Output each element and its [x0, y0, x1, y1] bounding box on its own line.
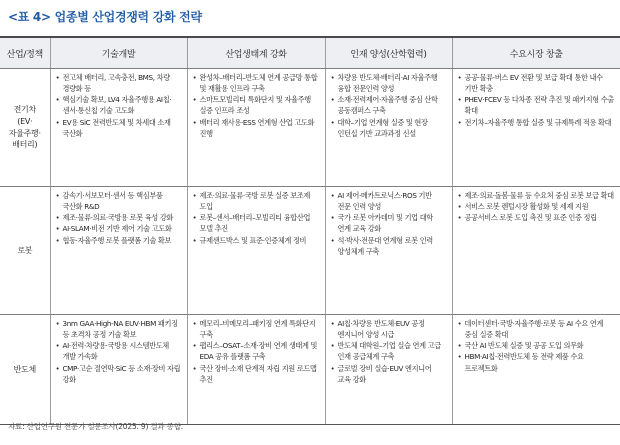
- list-item: • 제조·물류·의료·국방용 로봇 육성 강화: [56, 212, 182, 223]
- row-header-semiconductor: [0, 315, 50, 425]
- cell-semi-demand: [452, 315, 620, 425]
- list-item: • 공공서비스 로봇 도입 촉진 및 표준 인증 정립: [458, 212, 616, 223]
- list-item: • 핵심기술 확보, LV4 자율주행용 AI칩·센서·통신칩 기술 고도화: [56, 94, 182, 116]
- list-item: • 배터리 재사용·ESS 연계형 산업 고도화 진행: [193, 117, 320, 139]
- cell-semi-ecosystem: [187, 315, 325, 425]
- list-item: • 국산 장비·소재 단계적 자립 지원 로드맵 추진: [193, 363, 320, 385]
- header-row: [0, 37, 620, 69]
- list-item: • 완성차–배터리–반도체 연계 공급망 통합 및 재활용 인프라 구축: [193, 72, 320, 94]
- source-note: 자료: 산업연구원 전문가 설문조사(2025. 9) 결과 종합.: [8, 422, 183, 431]
- list-item: • HBM·AI칩·전력반도체 등 전략 제품 수요 프로젝트화: [458, 351, 616, 373]
- cell-robot-ecosystem: [187, 187, 325, 315]
- cell-ev-tech: [50, 69, 187, 187]
- cell-robot-demand: [452, 187, 620, 315]
- list-item: • 팹리스–OSAT–소재·장비 연계 생태계 및 EDA 공유 플랫폼 구축: [193, 340, 320, 362]
- list-item: • 규제샌드박스 및 표준·인증체계 정비: [193, 235, 320, 246]
- list-item: • 소재·전력제어·자율주행 중심 산학 공동캠퍼스 구축: [331, 94, 447, 116]
- list-item: • 전기차–자율주행 통합 실증 및 규제특례 적용 확대: [458, 117, 616, 128]
- list-item: • AI칩·차량용 반도체·EUV 공정 엔지니어 양성 시급: [331, 318, 447, 340]
- list-item: • 대학–기업 연계형 실증 및 현장 인턴십 기반 교과과정 신설: [331, 117, 447, 139]
- list-item: • AI·SLAM·비전 기반 제어 기술 고도화: [56, 223, 182, 234]
- column-header-ecosystem: 산업생태계 강화: [187, 37, 325, 69]
- row-label-ev: 전기차 (EV· 자율주행· 배터리): [8, 105, 41, 150]
- cell-semi-talent: [325, 315, 452, 425]
- list-item: • 제조·의료·돌봄·물류 등 수요처 중심 로봇 보급 확대: [458, 190, 616, 201]
- list-item: • 메모리–비메모리–패키징 연계 특화단지 구축: [193, 318, 320, 340]
- list-item: • AI 제어·메카트로닉스·ROS 기반 전문 인력 양성: [331, 190, 447, 212]
- cell-robot-tech: [50, 187, 187, 315]
- column-header-tech: 기술개발: [50, 37, 187, 69]
- list-item: • 제조·의료·물류·국방 로봇 실증 보조제 도입: [193, 190, 320, 212]
- list-item: • 협동·자율주행 로봇 플랫폼 기술 확보: [56, 235, 182, 246]
- table-row: [0, 187, 620, 315]
- table-row: [0, 315, 620, 425]
- row-header-robot: [0, 187, 50, 315]
- list-item: • 글로벌 장비 실습·EUV 엔지니어 교육 강화: [331, 363, 447, 385]
- cell-ev-talent: [325, 69, 452, 187]
- list-item: • 전고체 배터리, 고속충전, BMS, 차량 경량화 등: [56, 72, 182, 94]
- list-item: • 3nm GAA·High-NA EUV·HBM 패키징 등 초격차 공정 기술 확보: [56, 318, 182, 340]
- column-header-talent: 인재 양성(산학협력): [325, 37, 452, 69]
- cell-ev-demand: [452, 69, 620, 187]
- column-header-sector: 산업/정책: [0, 37, 50, 69]
- column-header-demand: 수요시장 창출: [452, 37, 620, 69]
- table-row: [0, 69, 620, 187]
- cell-semi-tech: [50, 315, 187, 425]
- list-item: • 스마트모빌리티 특화단지 및 자율주행 실증 인프라 조성: [193, 94, 320, 116]
- list-item: • 데이터센터·국방·자율주행·로봇 등 AI 수요 연계 중심 실증 확대: [458, 318, 616, 340]
- row-label-robot: 로봇: [17, 245, 33, 255]
- table-title: <표 4> 업종별 산업경쟁력 강화 전략: [8, 10, 202, 24]
- cell-robot-talent: [325, 187, 452, 315]
- list-item: • CMP·고순 절연막·SiC 등 소재·장비 자립 강화: [56, 363, 182, 385]
- list-item: • EV용 SiC 전력반도체 및 차세대 소재 국산화: [56, 117, 182, 139]
- list-item: • 서비스 로봇 렌털시장 활성화 및 세제 지원: [458, 201, 616, 212]
- list-item: • AI·전력·차량용·국방용 시스템반도체 개발 가속화: [56, 340, 182, 362]
- list-item: • 로봇–센서–배터리–모빌리티 융합산업 모델 추진: [193, 212, 320, 234]
- list-item: • 반도체 대학원–기업 실습 연계 고급 인재 공급체계 구축: [331, 340, 447, 362]
- list-item: • 차량용 반도체·배터리·AI 자율주행 융합 전문인력 양성: [331, 72, 447, 94]
- list-item: • 국가 로봇 아카데미 및 기업 대학 연계 교육 강화: [331, 212, 447, 234]
- list-item: • 감속기·서보모터·센서 등 핵심부품 국산화 R&D: [56, 190, 182, 212]
- row-label-semiconductor: 반도체: [13, 364, 36, 374]
- list-item: • 공공·물류·버스 EV 전환 및 보급 확대 통한 내수 기반 확충: [458, 72, 616, 94]
- list-item: • 국산 AI 반도체 실증 및 공공 도입 의무화: [458, 340, 616, 351]
- cell-ev-ecosystem: [187, 69, 325, 187]
- list-item: • PHEV·FCEV 등 다차종 전략 추진 및 패키지형 수출 확대: [458, 94, 616, 116]
- list-item: • 석·박사·전문대 연계형 로봇 인력 양성체계 구축: [331, 235, 447, 257]
- row-header-ev: [0, 69, 50, 187]
- strategy-table: [0, 36, 620, 425]
